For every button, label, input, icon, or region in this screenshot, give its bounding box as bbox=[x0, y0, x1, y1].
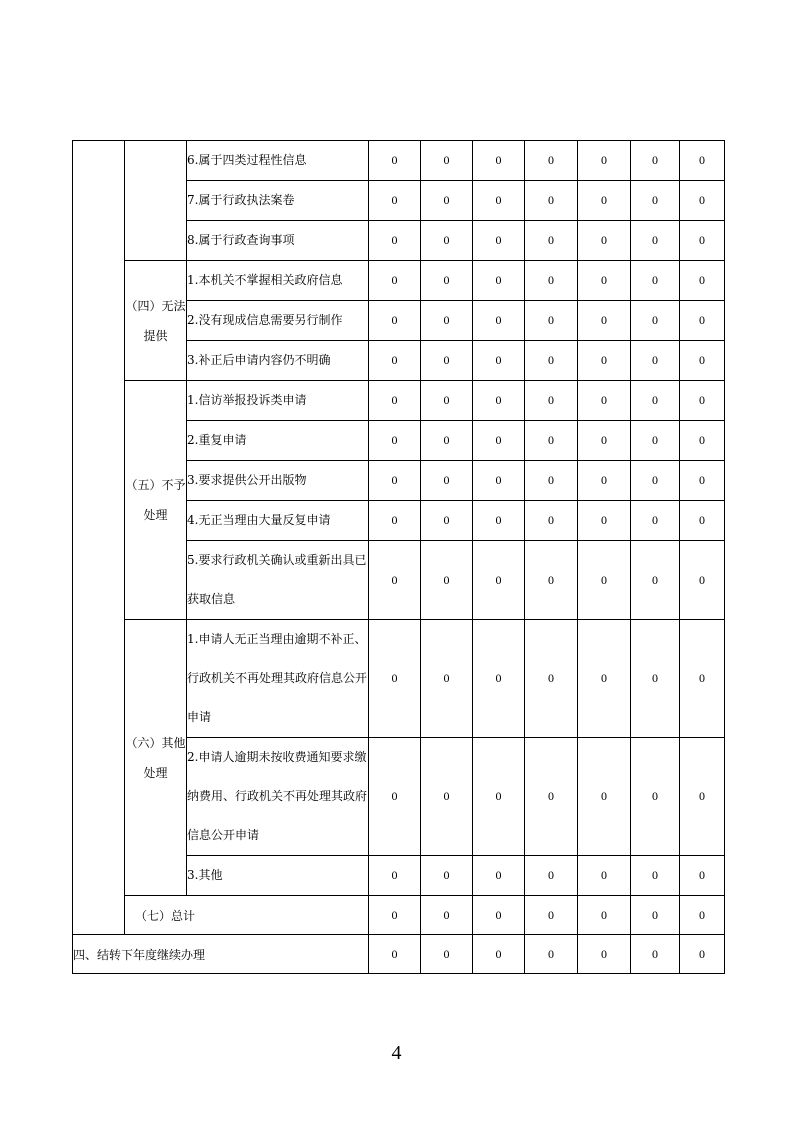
count-cell: 0 bbox=[578, 896, 631, 935]
count-cell: 0 bbox=[680, 301, 725, 341]
count-cell: 0 bbox=[525, 501, 578, 541]
count-cell: 0 bbox=[525, 541, 578, 620]
item-label: 1.信访举报投诉类申请 bbox=[187, 381, 369, 421]
count-cell: 0 bbox=[631, 501, 680, 541]
count-cell: 0 bbox=[369, 461, 421, 501]
item-label: 2.申请人逾期未按收费通知要求缴纳费用、行政机关不再处理其政府信息公开申请 bbox=[187, 738, 369, 856]
count-cell: 0 bbox=[473, 341, 525, 381]
count-cell: 0 bbox=[680, 738, 725, 856]
item-label: 3.补正后申请内容仍不明确 bbox=[187, 341, 369, 381]
table-row bbox=[73, 141, 725, 181]
count-cell: 0 bbox=[680, 501, 725, 541]
count-cell: 0 bbox=[525, 738, 578, 856]
page-number: 4 bbox=[391, 1042, 402, 1064]
count-cell: 0 bbox=[421, 421, 473, 461]
count-cell: 0 bbox=[473, 141, 525, 181]
count-cell: 0 bbox=[473, 896, 525, 935]
category-cell bbox=[125, 141, 187, 261]
count-cell: 0 bbox=[680, 935, 725, 974]
count-cell: 0 bbox=[578, 541, 631, 620]
count-cell: 0 bbox=[369, 301, 421, 341]
count-cell: 0 bbox=[369, 381, 421, 421]
item-label: 2.没有现成信息需要另行制作 bbox=[187, 301, 369, 341]
count-cell: 0 bbox=[473, 935, 525, 974]
item-label: 3.其他 bbox=[187, 856, 369, 896]
count-cell: 0 bbox=[578, 856, 631, 896]
count-cell: 0 bbox=[525, 896, 578, 935]
count-cell: 0 bbox=[525, 341, 578, 381]
count-cell: 0 bbox=[525, 141, 578, 181]
count-cell: 0 bbox=[578, 421, 631, 461]
count-cell: 0 bbox=[680, 856, 725, 896]
count-cell: 0 bbox=[473, 738, 525, 856]
item-label: 1.申请人无正当理由逾期不补正、行政机关不再处理其政府信息公开申请 bbox=[187, 620, 369, 738]
count-cell: 0 bbox=[631, 261, 680, 301]
count-cell: 0 bbox=[680, 421, 725, 461]
carryover-row bbox=[73, 935, 725, 974]
count-cell: 0 bbox=[421, 896, 473, 935]
count-cell: 0 bbox=[680, 896, 725, 935]
count-cell: 0 bbox=[369, 896, 421, 935]
count-cell: 0 bbox=[631, 301, 680, 341]
table-body bbox=[73, 141, 725, 974]
count-cell: 0 bbox=[473, 856, 525, 896]
item-label: 8.属于行政查询事项 bbox=[187, 221, 369, 261]
count-cell: 0 bbox=[578, 181, 631, 221]
category-cell: （四）无法提供 bbox=[125, 261, 187, 381]
count-cell: 0 bbox=[369, 620, 421, 738]
count-cell: 0 bbox=[421, 261, 473, 301]
count-cell: 0 bbox=[369, 221, 421, 261]
count-cell: 0 bbox=[578, 501, 631, 541]
item-label: 6.属于四类过程性信息 bbox=[187, 141, 369, 181]
count-cell: 0 bbox=[631, 620, 680, 738]
item-label: 5.要求行政机关确认或重新出具已获取信息 bbox=[187, 541, 369, 620]
count-cell: 0 bbox=[578, 301, 631, 341]
count-cell: 0 bbox=[421, 935, 473, 974]
count-cell: 0 bbox=[421, 620, 473, 738]
count-cell: 0 bbox=[525, 301, 578, 341]
count-cell: 0 bbox=[631, 541, 680, 620]
count-cell: 0 bbox=[473, 181, 525, 221]
count-cell: 0 bbox=[578, 935, 631, 974]
count-cell: 0 bbox=[631, 738, 680, 856]
count-cell: 0 bbox=[473, 541, 525, 620]
count-cell: 0 bbox=[680, 181, 725, 221]
item-label: 7.属于行政执法案卷 bbox=[187, 181, 369, 221]
statistics-table bbox=[72, 140, 725, 974]
table-row bbox=[73, 261, 725, 301]
count-cell: 0 bbox=[369, 738, 421, 856]
section-cell bbox=[73, 141, 125, 935]
count-cell: 0 bbox=[473, 261, 525, 301]
count-cell: 0 bbox=[631, 181, 680, 221]
count-cell: 0 bbox=[473, 221, 525, 261]
count-cell: 0 bbox=[578, 261, 631, 301]
count-cell: 0 bbox=[369, 341, 421, 381]
count-cell: 0 bbox=[369, 856, 421, 896]
count-cell: 0 bbox=[369, 501, 421, 541]
count-cell: 0 bbox=[525, 421, 578, 461]
item-label: 4.无正当理由大量反复申请 bbox=[187, 501, 369, 541]
count-cell: 0 bbox=[421, 301, 473, 341]
count-cell: 0 bbox=[369, 421, 421, 461]
count-cell: 0 bbox=[525, 261, 578, 301]
count-cell: 0 bbox=[421, 341, 473, 381]
count-cell: 0 bbox=[473, 421, 525, 461]
count-cell: 0 bbox=[680, 461, 725, 501]
count-cell: 0 bbox=[473, 381, 525, 421]
count-cell: 0 bbox=[473, 461, 525, 501]
item-label: 1.本机关不掌握相关政府信息 bbox=[187, 261, 369, 301]
count-cell: 0 bbox=[631, 461, 680, 501]
count-cell: 0 bbox=[680, 261, 725, 301]
count-cell: 0 bbox=[369, 935, 421, 974]
count-cell: 0 bbox=[525, 935, 578, 974]
count-cell: 0 bbox=[421, 501, 473, 541]
count-cell: 0 bbox=[525, 381, 578, 421]
count-cell: 0 bbox=[680, 221, 725, 261]
count-cell: 0 bbox=[421, 738, 473, 856]
count-cell: 0 bbox=[680, 620, 725, 738]
count-cell: 0 bbox=[525, 856, 578, 896]
count-cell: 0 bbox=[631, 421, 680, 461]
total-row bbox=[73, 896, 725, 935]
count-cell: 0 bbox=[578, 738, 631, 856]
count-cell: 0 bbox=[421, 381, 473, 421]
count-cell: 0 bbox=[680, 381, 725, 421]
count-cell: 0 bbox=[421, 461, 473, 501]
count-cell: 0 bbox=[578, 620, 631, 738]
count-cell: 0 bbox=[631, 221, 680, 261]
table-row bbox=[73, 620, 725, 738]
count-cell: 0 bbox=[578, 461, 631, 501]
count-cell: 0 bbox=[680, 541, 725, 620]
table-row bbox=[73, 381, 725, 421]
count-cell: 0 bbox=[525, 620, 578, 738]
count-cell: 0 bbox=[525, 221, 578, 261]
count-cell: 0 bbox=[631, 381, 680, 421]
count-cell: 0 bbox=[421, 141, 473, 181]
count-cell: 0 bbox=[369, 261, 421, 301]
count-cell: 0 bbox=[578, 341, 631, 381]
count-cell: 0 bbox=[631, 141, 680, 181]
count-cell: 0 bbox=[631, 856, 680, 896]
count-cell: 0 bbox=[631, 341, 680, 381]
count-cell: 0 bbox=[369, 181, 421, 221]
count-cell: 0 bbox=[525, 181, 578, 221]
count-cell: 0 bbox=[631, 935, 680, 974]
count-cell: 0 bbox=[578, 141, 631, 181]
count-cell: 0 bbox=[578, 381, 631, 421]
count-cell: 0 bbox=[369, 141, 421, 181]
carryover-label: 四、结转下年度继续办理 bbox=[73, 935, 369, 974]
count-cell: 0 bbox=[421, 181, 473, 221]
count-cell: 0 bbox=[525, 461, 578, 501]
count-cell: 0 bbox=[680, 141, 725, 181]
count-cell: 0 bbox=[473, 501, 525, 541]
count-cell: 0 bbox=[680, 341, 725, 381]
item-label: 2.重复申请 bbox=[187, 421, 369, 461]
count-cell: 0 bbox=[421, 856, 473, 896]
category-cell: （六）其他处理 bbox=[125, 620, 187, 896]
total-label: （七）总计 bbox=[125, 896, 369, 935]
category-cell: （五）不予处理 bbox=[125, 381, 187, 620]
item-label: 3.要求提供公开出版物 bbox=[187, 461, 369, 501]
count-cell: 0 bbox=[473, 620, 525, 738]
count-cell: 0 bbox=[578, 221, 631, 261]
count-cell: 0 bbox=[421, 221, 473, 261]
count-cell: 0 bbox=[421, 541, 473, 620]
count-cell: 0 bbox=[631, 896, 680, 935]
count-cell: 0 bbox=[369, 541, 421, 620]
count-cell: 0 bbox=[473, 301, 525, 341]
